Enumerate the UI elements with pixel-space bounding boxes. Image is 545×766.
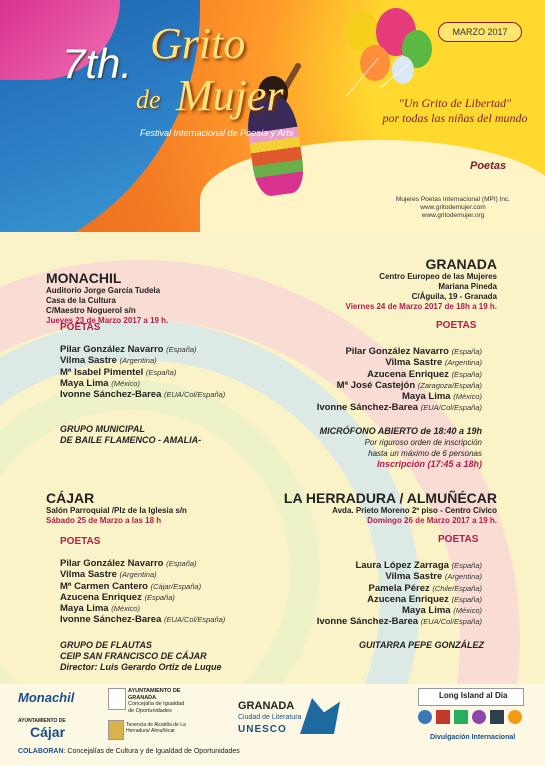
poet-country: (EUA/Col/España): [164, 390, 226, 400]
poetas-heading: POETAS: [60, 322, 101, 333]
poet-row: [60, 614, 260, 625]
banner: [0, 0, 545, 232]
long-island-logo: [418, 688, 524, 706]
extra-line: GRUPO DE FLAUTAS: [60, 640, 152, 650]
poet-row: [280, 346, 482, 357]
poets-list: [60, 558, 260, 626]
poets-list: [280, 560, 482, 628]
cajar-event: [46, 490, 256, 526]
poet-row: [280, 391, 482, 402]
ayto-granada-logo: [128, 688, 188, 714]
open-mic-note: Por riguroso orden de inscripción: [364, 438, 482, 447]
granada-city-sub: Ciudad de Literatura: [238, 714, 302, 721]
poetas-heading: POETAS: [436, 320, 477, 331]
long-island-name: Long Island al Día: [439, 691, 508, 700]
extra-line: Director: Luis Gerardo Ortiz de Luque: [60, 662, 222, 672]
venue-line: Auditorio Jorge García Tudela: [46, 286, 161, 295]
city-title: MONACHIL: [46, 270, 122, 286]
poet-country: (Zaragoza/España): [417, 380, 482, 390]
poets-list: [60, 344, 260, 400]
poet-name: Azucena Enriquez: [367, 368, 452, 380]
poet-name: Azucena Enriquez: [60, 591, 145, 603]
poet-row: [280, 616, 482, 627]
poet-row: [280, 380, 482, 391]
poet-country: (EUA/Col/España): [420, 617, 482, 627]
unesco-emblem-icon: [300, 698, 340, 734]
colaboran-line: [18, 748, 240, 755]
herradura-extra: [280, 640, 484, 651]
tenencia-logo: Tenencia de Alcaldía de La Herradura/ Almuñécar: [126, 722, 186, 734]
poet-country: (EUA/Col/España): [164, 615, 226, 625]
granada-mic: [270, 426, 482, 470]
tagline-line2: por todas las niñas del mundo: [382, 111, 528, 125]
poet-row: [280, 357, 482, 368]
poet-name: Mª Isabel Pimentel: [60, 366, 146, 378]
poets-list: [280, 346, 482, 414]
edition-number: 7th.: [62, 40, 133, 87]
tagline: [380, 96, 530, 126]
city-title: LA HERRADURA / ALMUÑÉCAR: [283, 490, 497, 506]
venue-line: Casa de la Cultura: [46, 296, 116, 305]
poet-country: (Argentina): [119, 356, 157, 366]
poet-country: (EUA/Col/España): [420, 403, 482, 413]
venue-line: Mariana Pineda: [438, 282, 497, 291]
website-link-2[interactable]: www.gritodemujer.org: [421, 212, 485, 219]
city-title: GRANADA: [425, 256, 497, 272]
title-de: de: [136, 85, 161, 114]
event-date: Jueves 23 de Marzo 2017 a 19 h.: [46, 316, 169, 325]
poet-name: Vilma Sastre: [60, 355, 120, 367]
open-mic-title: MICRÓFONO ABIERTO de 18:40 a 19h: [319, 426, 482, 436]
colaboran-text: : Concejalías de Cultura y de Igualdad de Oportunidades: [63, 748, 240, 755]
media-logo-icon: [472, 710, 486, 724]
poet-country: (España): [145, 367, 177, 377]
balloon-white: [392, 56, 414, 84]
event-date: Viernes 24 de Marzo 2017 de 18h a 19 h.: [345, 302, 497, 311]
divulgacion-label: Divulgación Internacional: [430, 734, 516, 741]
poet-row: [280, 583, 482, 594]
poets-logo: Poetas: [470, 160, 507, 172]
extra-line: CEIP SAN FRANCISCO DE CÁJAR: [60, 651, 207, 661]
poet-country: (España): [451, 561, 482, 570]
poet-country: (México): [453, 606, 482, 616]
address-line: C/Maestro Noguerol s/n: [46, 306, 136, 315]
unesco-logo: UNESCO: [238, 724, 287, 735]
granada-crest-icon: [108, 688, 126, 710]
media-logo-icon: [436, 710, 450, 724]
extra-line: GUITARRA PEPE GONZÁLEZ: [358, 640, 484, 650]
poet-country: (México): [111, 378, 140, 388]
herradura-event: [250, 490, 497, 526]
poet-row: [60, 581, 260, 592]
poet-name: Maya Lima: [60, 377, 112, 389]
poet-row: [280, 571, 482, 582]
balloon-orange: [360, 45, 390, 81]
venue-line: Centro Europeo de las Mujeres: [379, 272, 497, 281]
date-badge: MARZO 2017: [438, 22, 522, 42]
title-grito: Grito: [150, 19, 246, 68]
poetas-heading: POETAS: [60, 536, 101, 547]
poet-row: [280, 605, 482, 616]
poet-name: Ivonne Sánchez-Barea: [60, 614, 165, 626]
poet-name: Azucena Enriquez: [367, 593, 452, 605]
ayto-granada-name: AYUNTAMIENTO DE GRANADA: [128, 688, 181, 701]
poet-row: [60, 592, 260, 603]
media-logos-row: [418, 708, 522, 726]
cajar-logo: Cájar: [30, 724, 66, 740]
poet-name: Maya Lima: [60, 603, 112, 615]
granada-event: [300, 256, 497, 312]
poet-name: Mª Carmen Cantero: [60, 580, 151, 592]
poet-name: Mª José Castejón: [336, 379, 418, 391]
poet-country: (España): [451, 369, 482, 379]
poet-name: Laura López Zarraga: [355, 560, 452, 571]
event-date: Sábado 25 de Marzo a las 18 h: [46, 516, 162, 525]
tagline-line1: "Un Grito de Libertad": [398, 96, 512, 110]
poet-country: (España): [451, 347, 482, 356]
poet-name: Ivonne Sánchez-Barea: [316, 616, 421, 628]
inscription-time: Inscripción (17:45 a 18h): [376, 459, 482, 469]
festival-subtitle: Festival Internacional de Poesía y Arte: [140, 128, 294, 138]
poet-country: (Cájar/España): [150, 581, 202, 591]
poet-name: Pilar González Navarro: [60, 558, 167, 569]
extra-line: DE BAILE FLAMENCO - AMALIA-: [60, 435, 202, 445]
poet-row: [280, 402, 482, 413]
poet-row: [60, 378, 260, 389]
poet-name: Pilar González Navarro: [60, 344, 167, 355]
poet-name: Vilma Sastre: [385, 571, 445, 583]
poet-name: Pilar González Navarro: [345, 346, 452, 357]
poet-row: [280, 594, 482, 605]
ayto-granada-sub: Concejalía de Igualdad de Oportunidades: [128, 701, 185, 714]
monachil-extra: [60, 424, 201, 446]
city-title: CÁJAR: [46, 490, 95, 506]
poet-row: [60, 558, 260, 569]
poet-row: [280, 560, 482, 571]
media-logo-icon: [490, 710, 504, 724]
poet-name: Pamela Pérez: [368, 582, 433, 594]
poet-country: (España): [166, 559, 197, 568]
poet-country: (Argentina): [444, 572, 482, 582]
ayto-cajar-label: AYUNTAMIENTO DE: [18, 718, 66, 724]
organization-info: [378, 196, 528, 220]
venue-line: Avda. Prieto Moreno 2º piso - Centro Cívico: [332, 506, 497, 515]
poet-name: Vilma Sastre: [60, 569, 120, 581]
poet-name: Vilma Sastre: [385, 357, 445, 369]
media-logo-icon: [418, 710, 432, 724]
cajar-extra: [60, 640, 222, 673]
poet-country: (Argentina): [444, 358, 482, 368]
monachil-logo: Monachil: [18, 690, 75, 705]
poet-country: (Chile/España): [432, 583, 482, 593]
title-mujer: Mujer: [176, 71, 284, 120]
poet-row: [60, 355, 260, 366]
colaboran-label: COLABORAN: [18, 748, 64, 755]
poetas-heading: POETAS: [438, 534, 479, 545]
poet-name: Maya Lima: [402, 605, 454, 617]
open-mic-note: hasta un máximo de 6 personas: [368, 449, 482, 458]
venue-line: Salón Parroquial /Plz de la Iglesia s/n: [46, 506, 187, 515]
poet-country: (España): [451, 594, 482, 604]
poet-country: (Argentina): [119, 570, 157, 580]
poet-name: Ivonne Sánchez-Barea: [60, 389, 165, 401]
organization-name: Mujeres Poetas Internacional (MPI) Inc.: [395, 196, 511, 203]
poet-row: [280, 369, 482, 380]
poet-country: (México): [453, 392, 482, 402]
herradura-crest-icon: [108, 720, 124, 740]
extra-line: GRUPO MUNICIPAL: [60, 424, 145, 434]
poet-row: [60, 569, 260, 580]
poet-row: [60, 344, 260, 355]
media-logo-icon: [508, 710, 522, 724]
poet-name: Ivonne Sánchez-Barea: [316, 402, 421, 414]
poet-name: Maya Lima: [402, 391, 454, 403]
media-logo-icon: [454, 710, 468, 724]
website-link-1[interactable]: www.gritodemujer.com: [420, 204, 486, 211]
monachil-event: [46, 270, 246, 326]
granada-city-logo: GRANADA: [238, 700, 295, 712]
poet-row: [60, 603, 260, 614]
poet-country: (España): [144, 592, 175, 602]
poet-country: (España): [166, 345, 197, 354]
poet-country: (México): [111, 604, 140, 614]
address-line: C/Águila, 19 - Granada: [411, 292, 497, 301]
poet-row: [60, 389, 260, 400]
poet-row: [60, 367, 260, 378]
event-date: Domingo 26 de Marzo 2017 a 19 h.: [367, 516, 497, 525]
